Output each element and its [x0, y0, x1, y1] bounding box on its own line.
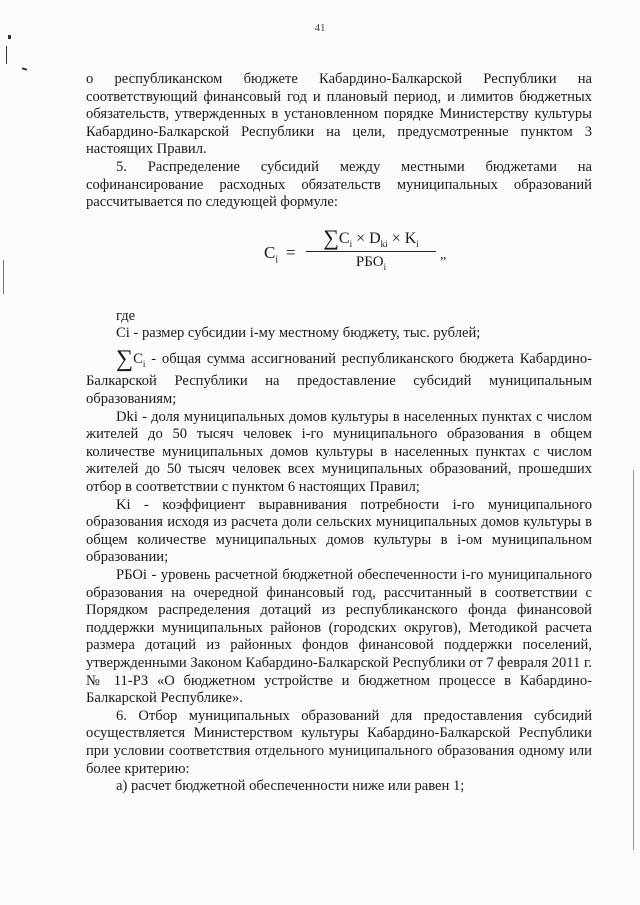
fraction-bar	[306, 251, 436, 252]
subsidy-formula	[86, 224, 592, 302]
scan-mark-left-dot	[8, 35, 11, 39]
scan-mark-left-dash	[22, 67, 27, 71]
paragraph-continuation: о республиканском бюджете Кабардино-Балкарской Республики на соответствующий финансовый год и плановый период, и лимитов бюджетных обязательств, утвержденных в установленном порядке Министерству культуры Кабардино-Балкарской Республики на цели, предусмотренные пунктом 3 настоящих Правил.	[86, 71, 592, 158]
where-label: где	[116, 307, 136, 324]
scan-mark-left-line	[3, 260, 4, 294]
document-body	[86, 71, 592, 796]
scan-mark-right-line	[633, 470, 634, 850]
criterion-a: а) расчет бюджетной обеспеченности ниже или равен 1;	[116, 778, 465, 795]
formula-closing-quote: ”	[440, 254, 447, 270]
sigma-symbol: ∑	[323, 224, 339, 250]
paragraph-item-5: 5. Распределение субсидий между местными бюджетами на софинансирование расходных обязательств муниципальных образований рассчитывается по следующей формуле:	[86, 158, 592, 211]
formula-numerator: $\sum C_i \times D_{ki} \times K_i$	[323, 224, 419, 250]
definition-ki: Ki - коэффициент выравнивания потребности i-го муниципального образования исходя из расчета доли сельских муниципальных домов культуры в общем количестве муниципальных домов культуры в i-ом муниципальном образовании;	[86, 496, 592, 566]
formula-denominator: $РБО_i$	[355, 253, 387, 272]
sigma-symbol: ∑	[116, 345, 134, 372]
scan-mark-left-bar	[6, 46, 7, 64]
formula-lhs: $C_i$	[264, 242, 279, 266]
formula-fraction	[306, 226, 436, 277]
page-number: 41	[314, 22, 326, 34]
definition-dki: Dki - доля муниципальных домов культуры в населенных пунктах с числом жителей до 50 тысяч человек i-го муниципального образования в общем количестве муниципальных домов культуры в населенных пунктах с числом жителей до 50 тысяч человек всех муниципальных образований, прошедших отбор в соответствии с пунктом 6 настоящих Правил;	[86, 408, 592, 495]
definition-ci: Ci - размер субсидии i-му местному бюджету, тыс. рублей;	[116, 325, 481, 342]
formula-equals: =	[286, 242, 296, 262]
paragraph-item-6: 6. Отбор муниципальных образований для предоставления субсидий осуществляется Министерством культуры Кабардино-Балкарской Республики при условии соответствия отдельного муниципального образования одному или более критерию:	[86, 707, 592, 777]
definition-sum-ci: $\sum C_i$ - общая сумма ассигнований республиканского бюджета Кабардино-Балкарской Республики на предоставление субсидий муниципальным образованиям;	[86, 345, 592, 408]
definition-rboi: РБОi - уровень расчетной бюджетной обеспеченности i-го муниципального образования на очередной финансовый год, рассчитанный в соответствии с Порядком распределения дотаций из республиканского фонда финансовой поддержки муниципальных районов (городских округов), Методикой расчета размера дотаций из районных фондов финансовой поддержки поселений, утвержденными Законом Кабардино-Балкарской Республики от 7 февраля 2011 г. № 11-РЗ «О бюджетном устройстве и бюджетном процессе в Кабардино-Балкарской Республике».	[86, 566, 592, 707]
